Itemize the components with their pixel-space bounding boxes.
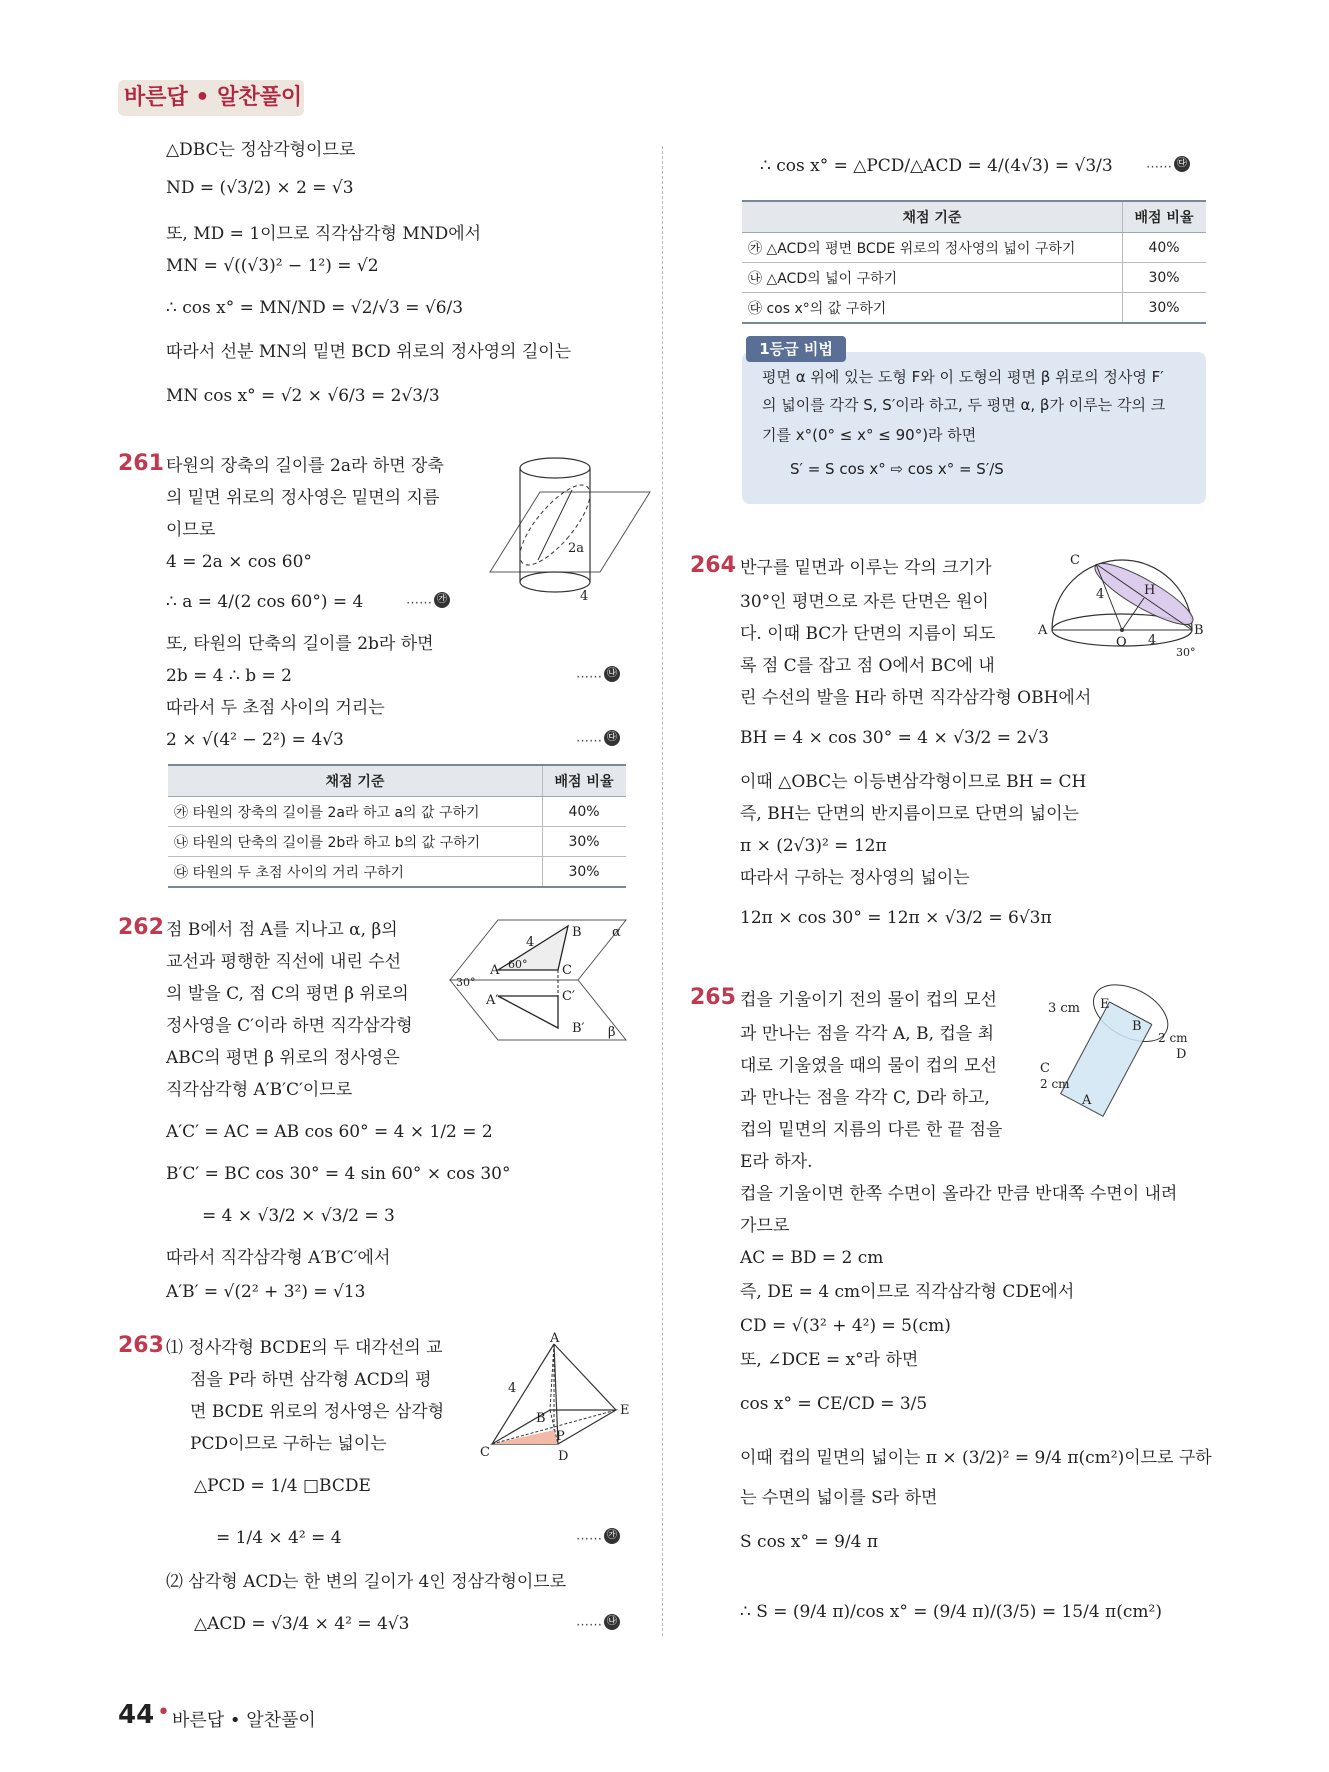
text-line: 교선과 평행한 직선에 내린 수선: [166, 952, 402, 972]
label-C: C: [1070, 553, 1080, 568]
label-30: 30°: [1176, 646, 1196, 659]
label-C-prime: C′: [562, 989, 575, 1004]
step-marker: …… ㉰: [1146, 156, 1190, 172]
text-line: 따라서 선분 MN의 밑면 BCD 위로의 정사영의 길이는: [166, 342, 572, 362]
step-marker: …… ㉰: [576, 730, 620, 746]
formula-line: CD = √(3² + 4²) = 5(cm): [740, 1316, 951, 1336]
formula-line: MN cos x° = √2 × √6/3 = 2√3/3: [166, 386, 440, 406]
label-2cm: 2 cm: [1040, 1077, 1070, 1091]
label-B-prime: B′: [572, 1021, 585, 1036]
label-C: C: [562, 963, 572, 978]
text-line: 타원의 장축의 길이를 2a라 하면 장축: [166, 456, 444, 476]
planes-figure: [448, 916, 628, 1046]
label-D: D: [558, 1449, 569, 1464]
text-line: 과 만나는 점을 각각 A, B, 컵을 최: [740, 1024, 995, 1044]
text-line: 컵을 기울이면 한쪽 수면이 올라간 만큼 반대쪽 수면이 내려: [740, 1184, 1178, 1204]
formula-line: 4 = 2a × cos 60°: [166, 552, 312, 572]
plane-beta: [450, 980, 626, 1040]
label-A: A: [1038, 623, 1048, 638]
formula-line: ∴ cos x° = △PCD/△ACD = 4/(4√3) = √3/3: [760, 156, 1113, 176]
formula-line: △ACD = √3/4 × 4² = 4√3: [194, 1614, 410, 1634]
label-30: 30°: [456, 976, 476, 989]
text-line: 의 발을 C, 점 C의 평면 β 위로의: [166, 984, 409, 1004]
formula-line: S cos x° = 9/4 π: [740, 1532, 879, 1552]
cylinder-figure: [480, 452, 650, 612]
text-line: 이때 컵의 밑면의 넓이는 π × (3/2)² = 9/4 π(cm²)이므로 구하: [740, 1448, 1212, 1468]
label-C: C: [1040, 1061, 1050, 1076]
text-line: ⑴ 정사각형 BCDE의 두 대각선의 교: [166, 1338, 443, 1358]
table-row: ㉯ △ACD의 넓이 구하기 30%: [742, 263, 1206, 293]
table-row: ㉮ △ACD의 평면 BCDE 위로의 정사영의 넓이 구하기 40%: [742, 233, 1206, 263]
text-line: E라 하자.: [740, 1152, 813, 1172]
text-line: 또, ∠DCE = x°라 하면: [740, 1350, 919, 1370]
cutting-plane: [490, 492, 650, 572]
text-line: 따라서 구하는 정사영의 넓이는: [740, 868, 970, 888]
formula-line: AC = BD = 2 cm: [740, 1248, 884, 1268]
text-line: 록 점 C를 잡고 점 O에서 BC에 내: [740, 656, 995, 676]
formula-line: 2 × √(4² − 2²) = 4√3: [166, 730, 344, 750]
label-C: C: [480, 1445, 490, 1460]
text-line: 면 BCDE 위로의 정사영은 삼각형: [190, 1402, 445, 1422]
text-line: 는 수면의 넓이를 S라 하면: [740, 1488, 938, 1508]
text-line: 점을 P라 하면 삼각형 ACD의 평: [190, 1370, 432, 1390]
label-B: B: [536, 1411, 546, 1426]
step-marker: …… ㉯: [576, 1614, 620, 1630]
formula-line: ∴ cos x° = MN/ND = √2/√3 = √6/3: [166, 298, 464, 318]
formula-line: △PCD = 1/4 □BCDE: [194, 1476, 371, 1496]
text-line: 따라서 직각삼각형 A′B′C′에서: [166, 1248, 391, 1268]
text-line: 가므로: [740, 1216, 790, 1236]
formula-line: MN = √((√3)² − 1²) = √2: [166, 256, 379, 276]
hemisphere-figure: [1036, 554, 1206, 664]
table-row: ㉰ cos x°의 값 구하기 30%: [742, 293, 1206, 324]
text-line: 즉, BH는 단면의 반지름이므로 단면의 넓이는: [740, 804, 1079, 824]
triangle-projection: [498, 996, 558, 1028]
label-E: E: [620, 1403, 630, 1418]
label-2cm: 2 cm: [1158, 1031, 1188, 1045]
label-A-prime: A′: [486, 993, 499, 1008]
step-marker: …… ㉮: [406, 592, 450, 608]
label-4: 4: [580, 589, 589, 604]
edge-ac: [492, 1344, 554, 1444]
pyramid-figure: [478, 1331, 638, 1464]
label-B: B: [1132, 1019, 1142, 1034]
problem-number-261: 261: [118, 451, 164, 476]
text-line: 린 수선의 발을 H라 하면 직각삼각형 OBH에서: [740, 688, 1092, 708]
text-line: 반구를 밑면과 이루는 각의 크기가: [740, 558, 992, 578]
text-line: 다. 이때 BC가 단면의 지름이 되도: [740, 624, 996, 644]
formula-line: BH = 4 × cos 30° = 4 × √3/2 = 2√3: [740, 728, 1049, 748]
label-A: A: [550, 1331, 560, 1346]
page-number: 44: [118, 1700, 155, 1730]
label-B: B: [1194, 623, 1204, 638]
formula-line: A′C′ = AC = AB cos 60° = 4 × 1/2 = 2: [166, 1122, 493, 1142]
table-header: 채점 기준: [168, 765, 543, 797]
label-E: E: [1100, 997, 1110, 1012]
formula-line: cos x° = CE/CD = 3/5: [740, 1394, 928, 1414]
formula-line: B′C′ = BC cos 30° = 4 sin 60° × cos 30°: [166, 1164, 511, 1184]
label-H: H: [1144, 583, 1156, 598]
label-P: P: [556, 1429, 565, 1444]
header-title: 바른답 • 알찬풀이: [124, 85, 303, 110]
cup-figure: [1040, 992, 1210, 1142]
tip-text: 평면 α 위에 있는 도형 F와 이 도형의 평면 β 위로의 정사영 F′: [762, 368, 1164, 386]
table-header: 배점 비율: [1123, 201, 1207, 233]
text-line: 의 밑면 위로의 정사영은 밑면의 지름: [166, 488, 440, 508]
text-line: 컵을 기울이기 전의 물이 컵의 모선: [740, 990, 997, 1010]
label-A: A: [490, 963, 500, 978]
tip-formula: S′ = S cos x° ⇨ cos x° = S′/S: [790, 460, 1004, 478]
edge-ae: [554, 1344, 616, 1410]
problem-number-264: 264: [690, 553, 736, 578]
tip-text: 의 넓이를 각각 S, S′이라 하고, 두 평면 α, β가 이루는 각의 크: [762, 396, 1166, 414]
text-line: 과 만나는 점을 각각 C, D라 하고,: [740, 1088, 990, 1108]
center-point: [1120, 628, 1124, 632]
text-line: 즉, DE = 4 cm이므로 직각삼각형 CDE에서: [740, 1282, 1075, 1302]
major-axis: [538, 490, 572, 560]
step-marker: …… ㉮: [576, 1528, 620, 1544]
text-line: 직각삼각형 A′B′C′이므로: [166, 1080, 353, 1100]
edge-ab: [550, 1344, 554, 1410]
label-3cm: 3 cm: [1048, 1001, 1081, 1016]
formula-line: ∴ S = (9/4 π)/cos x° = (9/4 π)/(3/5) = 15/4 π(cm²): [740, 1602, 1162, 1622]
cylinder-top: [520, 458, 590, 478]
formula-line: ∴ a = 4/(2 cos 60°) = 4: [166, 592, 364, 612]
text-line: 또, MD = 1이므로 직각삼각형 MND에서: [166, 224, 482, 244]
label-4: 4: [526, 935, 535, 950]
step-marker: …… ㉯: [576, 666, 620, 682]
formula-line: = 1/4 × 4² = 4: [216, 1528, 342, 1548]
label-4: 4: [1096, 587, 1105, 602]
text-line: 정사영을 C′이라 하면 직각삼각형: [166, 1016, 413, 1036]
tip-label: 1등급 비법: [746, 336, 846, 362]
formula-line: π × (2√3)² = 12π: [740, 836, 887, 856]
column-divider: [662, 146, 663, 1636]
scoring-table-263: [742, 200, 1206, 324]
formula-line: 12π × cos 30° = 12π × √3/2 = 6√3π: [740, 908, 1052, 928]
table-row: ㉰ 타원의 두 초점 사이의 거리 구하기 30%: [168, 857, 626, 888]
formula-line: 2b = 4 ∴ b = 2: [166, 666, 292, 686]
text-line: ABC의 평면 β 위로의 정사영은: [166, 1048, 400, 1068]
text-line: 30°인 평면으로 자른 단면은 원이: [740, 592, 989, 612]
label-D: D: [1176, 1047, 1187, 1062]
formula-line: A′B′ = √(2² + 3²) = √13: [166, 1282, 366, 1302]
label-A: A: [1082, 1093, 1092, 1108]
problem-number-263: 263: [118, 1333, 164, 1358]
table-row: ㉮ 타원의 장축의 길이를 2a라 하고 a의 값 구하기 40%: [168, 797, 626, 827]
footer-dot: •: [157, 1700, 170, 1725]
shaded-triangle-pcd: [492, 1430, 558, 1444]
text-line: 이므로: [166, 520, 216, 540]
label-60: 60°: [508, 958, 528, 971]
text-line: PCD이므로 구하는 넓이는: [190, 1434, 387, 1454]
label-B: B: [572, 925, 582, 940]
label-4: 4: [508, 1381, 517, 1396]
text-line: ⑵ 삼각형 ACD는 한 변의 길이가 4인 정삼각형이므로: [166, 1572, 567, 1592]
text-line: 따라서 두 초점 사이의 거리는: [166, 698, 385, 718]
label-4: 4: [1148, 633, 1157, 648]
formula-line: ND = (√3/2) × 2 = √3: [166, 178, 354, 198]
footer-label: 바른답 • 알찬풀이: [172, 1710, 316, 1731]
label-beta: β: [608, 1025, 616, 1040]
table-row: ㉯ 타원의 단축의 길이를 2b라 하고 b의 값 구하기 30%: [168, 827, 626, 857]
text-line: △DBC는 정삼각형이므로: [166, 140, 356, 160]
text-line: 또, 타원의 단축의 길이를 2b라 하면: [166, 634, 434, 654]
scoring-table-261: [168, 764, 626, 888]
problem-number-262: 262: [118, 915, 164, 940]
table-header: 배점 비율: [543, 765, 627, 797]
tip-text: 기를 x°(0° ≤ x° ≤ 90°)라 하면: [762, 426, 977, 444]
formula-line: = 4 × √3/2 × √3/2 = 3: [202, 1206, 395, 1226]
label-O: O: [1116, 635, 1127, 650]
problem-number-265: 265: [690, 985, 736, 1010]
text-line: 대로 기울였을 때의 물이 컵의 모선: [740, 1056, 997, 1076]
text-line: 점 B에서 점 A를 지나고 α, β의: [166, 920, 398, 940]
label-alpha: α: [612, 925, 621, 940]
text-line: 컵의 밑면의 지름의 다른 한 끝 점을: [740, 1120, 1003, 1140]
label-2a: 2a: [568, 541, 585, 556]
table-header: 채점 기준: [742, 201, 1123, 233]
text-line: 이때 △OBC는 이등변삼각형이므로 BH = CH: [740, 772, 1087, 792]
